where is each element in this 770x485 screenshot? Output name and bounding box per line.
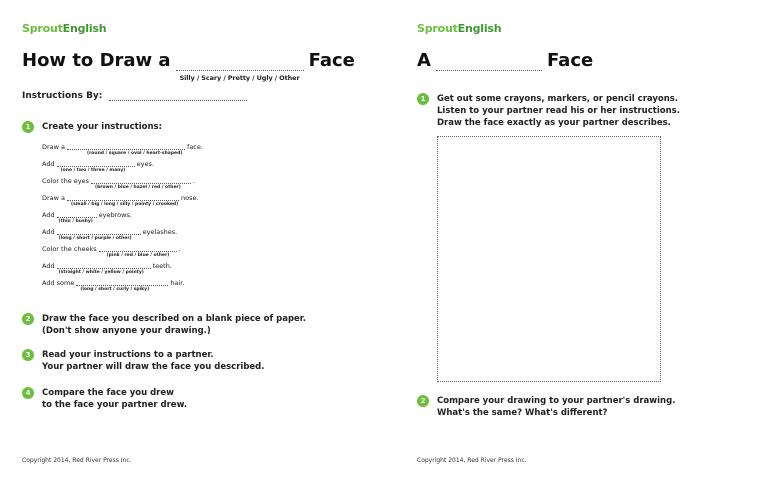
left-step-2 xyxy=(22,313,306,337)
fill-row: Add (thin / bushy) eyebrows. xyxy=(42,211,132,224)
step-text: Get out some crayons, markers, or pencil crayons. Listen to your partner read his or her instructions. Draw the face exactly as your partner describes. xyxy=(437,94,680,128)
fill-row: Color the eyes (brown / blue / hazel / red / other) . xyxy=(42,177,196,190)
left-step-4 xyxy=(22,387,187,411)
copyright-notice: Copyright 2014, Red River Press Inc. xyxy=(417,457,527,464)
step-number-badge: 2 xyxy=(22,313,34,325)
left-step-1 xyxy=(22,121,162,133)
left-step-3 xyxy=(22,349,264,373)
instructions-by xyxy=(22,91,252,101)
instructions-by-blank[interactable] xyxy=(109,92,247,101)
fill-blank[interactable]: (pink / red / blue / other) xyxy=(99,245,177,252)
title-prefix: A xyxy=(417,50,431,71)
step-text: Create your instructions: xyxy=(42,122,162,132)
fill-blank[interactable]: (thin / bushy) xyxy=(57,211,97,218)
fill-blank[interactable]: (small / big / long / silly / pointy / crooked) xyxy=(67,194,179,201)
right-step-1 xyxy=(417,93,680,129)
copyright-notice: Copyright 2014, Red River Press Inc. xyxy=(22,457,132,464)
drawing-area[interactable] xyxy=(437,136,661,382)
fill-blank[interactable]: (long / short / purple / other) xyxy=(57,228,141,235)
title-suffix: Face xyxy=(546,50,594,71)
fill-in-list xyxy=(42,143,242,296)
sproutenglish-logo: SproutEnglish xyxy=(22,22,107,35)
title-options: Silly / Scary / Pretty / Ugly / Other xyxy=(179,74,300,82)
fill-blank[interactable]: (brown / blue / hazel / red / other) xyxy=(91,177,191,184)
fill-blank[interactable]: (long / short / curly / spiky) xyxy=(76,279,168,286)
title-blank[interactable] xyxy=(436,57,542,71)
page-title xyxy=(22,50,355,82)
step-text: Compare the face you drew to the face your partner drew. xyxy=(42,388,188,410)
fill-blank[interactable]: (one / two / three / many) xyxy=(57,160,135,167)
fill-row: Add (straight / white / yellow / pointy) teeth. xyxy=(42,262,172,275)
step-number-badge: 2 xyxy=(417,395,429,407)
title-suffix: Face xyxy=(308,50,355,71)
fill-blank[interactable]: (round / square / oval / heart-shaped) xyxy=(67,143,185,150)
fill-row: Add (long / short / purple / other) eyelashes. xyxy=(42,228,178,241)
step-number-badge: 4 xyxy=(22,387,34,399)
step-number-badge: 1 xyxy=(22,121,34,133)
fill-blank[interactable]: (straight / white / yellow / pointy) xyxy=(57,262,151,269)
title-blank[interactable] xyxy=(176,57,304,82)
step-text: Draw the face you described on a blank piece of paper. (Don't show anyone your drawing.) xyxy=(42,314,307,336)
fill-row: Add (one / two / three / many) eyes. xyxy=(42,160,154,173)
fill-row: Draw a (round / square / oval / heart-shaped) face. xyxy=(42,143,203,156)
step-number-badge: 3 xyxy=(22,349,34,361)
fill-row: Draw a (small / big / long / silly / pointy / crooked) nose. xyxy=(42,194,199,207)
step-number-badge: 1 xyxy=(417,93,429,105)
instructions-by-label: Instructions By: xyxy=(22,91,103,101)
page-title xyxy=(417,50,593,71)
title-prefix: How to Draw a xyxy=(22,50,171,71)
fill-row: Color the cheeks (pink / red / blue / other) . xyxy=(42,245,181,258)
right-worksheet-page xyxy=(395,0,770,485)
step-text: Compare your drawing to your partner's drawing. What's the same? What's different? xyxy=(437,396,676,418)
fill-row: Add some (long / short / curly / spiky) hair. xyxy=(42,279,185,292)
sproutenglish-logo: SproutEnglish xyxy=(417,22,502,35)
right-step-2 xyxy=(417,395,675,419)
step-text: Read your instructions to a partner. Your partner will draw the face you described. xyxy=(42,350,265,372)
